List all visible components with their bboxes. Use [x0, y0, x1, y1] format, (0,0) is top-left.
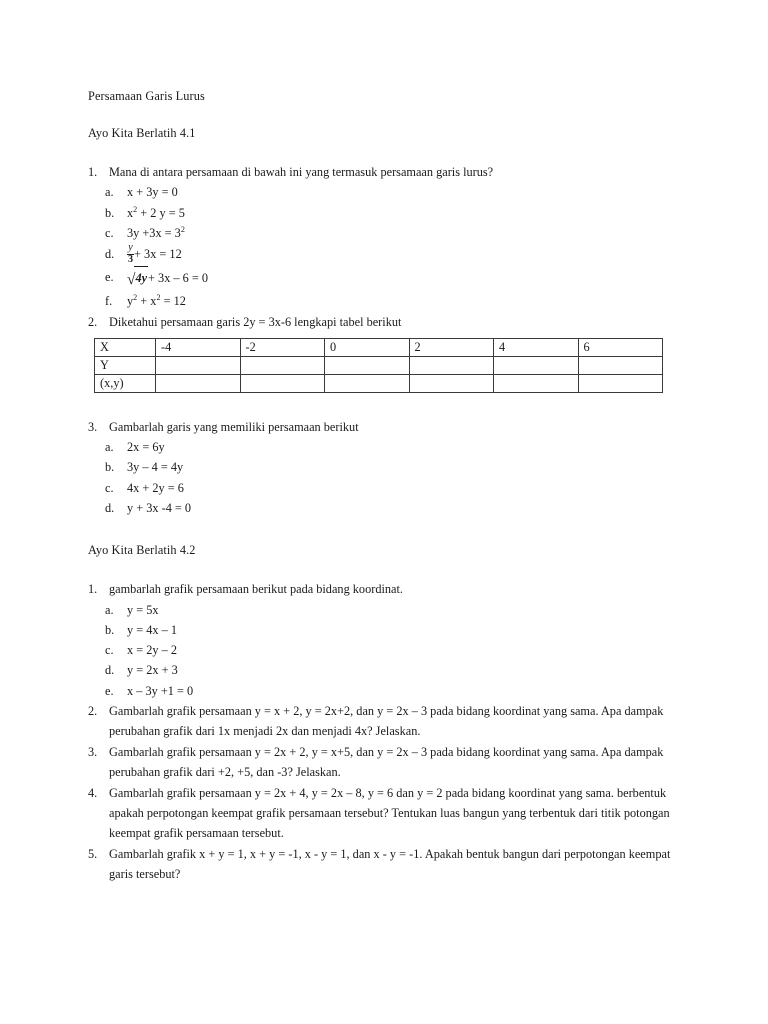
sub-item-letter: a. — [105, 602, 114, 617]
table-cell: Y — [95, 356, 156, 374]
radicand: 4y — [134, 266, 148, 290]
table-cell-blank[interactable] — [578, 374, 663, 392]
sub-item-equation: y + 3x -4 = 0 — [127, 500, 192, 515]
square-root-icon — [127, 266, 148, 291]
equation-rest: = 12 — [160, 293, 186, 308]
section-heading-2: Ayo Kita Berlatih 4.2 — [88, 543, 196, 558]
table-cell-blank[interactable] — [409, 374, 494, 392]
table-cell-blank[interactable] — [156, 356, 241, 374]
sub-item-letter: f. — [105, 293, 113, 308]
equation-rest: + 3x = 12 — [134, 247, 182, 262]
sub-item-letter: b. — [105, 622, 115, 637]
table-cell-blank[interactable] — [240, 356, 325, 374]
sub-item-letter: c. — [105, 643, 114, 658]
table-cell: -2 — [240, 338, 325, 356]
section-heading-1: Ayo Kita Berlatih 4.1 — [88, 126, 196, 140]
sub-item-equation: 2x = 6y — [127, 439, 165, 454]
sub-item — [88, 660, 682, 680]
question-text: Gambarlah garis yang memiliki persamaan berikut — [109, 419, 359, 434]
question-text: Gambarlah grafik persamaan y = 2x + 2, y = x+5, dan y = 2x – 3 pada bidang koordinat yang sama. Apa dampak perubahan grafik dari +2, +5, dan -3? Jelaskan. — [109, 744, 664, 780]
sub-item-letter: e. — [105, 683, 114, 698]
question-item — [88, 844, 682, 885]
question-item — [88, 417, 682, 437]
sub-item — [88, 600, 682, 620]
sub-item — [88, 681, 682, 701]
question-item — [88, 701, 682, 742]
sub-item-letter: e. — [105, 270, 114, 285]
question-number: 1. — [88, 165, 98, 179]
sub-item-letter: c. — [105, 480, 114, 495]
equation-mid: + x — [137, 293, 157, 308]
document-body — [88, 88, 682, 885]
fraction-denominator: 3 — [128, 253, 134, 265]
sub-list — [88, 437, 682, 518]
sub-item-letter: a. — [105, 185, 114, 200]
table-cell-blank[interactable] — [494, 356, 579, 374]
table-cell-blank[interactable] — [494, 374, 579, 392]
equation-base: 3y +3x = 3 — [127, 226, 181, 240]
question-item — [88, 312, 682, 332]
coordinate-table-wrapper — [94, 338, 682, 393]
sub-item-letter: c. — [105, 226, 114, 240]
table-cell-blank[interactable] — [409, 356, 494, 374]
table-row — [95, 374, 663, 392]
table-cell: (x,y) — [95, 374, 156, 392]
table-cell: 6 — [578, 338, 663, 356]
table-cell-blank[interactable] — [325, 356, 410, 374]
question-number: 3. — [88, 744, 98, 759]
question-number: 1. — [88, 582, 98, 597]
question-text: Diketahui persamaan garis 2y = 3x-6 lengkapi tabel berikut — [109, 315, 402, 330]
sub-item — [88, 243, 682, 266]
sub-item — [88, 478, 682, 498]
radical-sign: √ — [127, 270, 136, 288]
sub-item — [88, 620, 682, 640]
sub-item-equation — [127, 294, 186, 308]
question-text: gambarlah grafik persamaan berikut pada bidang koordinat. — [109, 582, 403, 597]
table-cell: -4 — [156, 338, 241, 356]
sub-item-letter: b. — [105, 460, 115, 475]
sub-item-equation: 4x + 2y = 6 — [127, 480, 184, 495]
table-cell-blank[interactable] — [156, 374, 241, 392]
sub-item-letter: b. — [105, 205, 115, 220]
sub-item-equation: 3y – 4 = 4y — [127, 460, 184, 475]
equation-exponent: 2 — [180, 224, 185, 234]
sub-item-equation — [127, 226, 185, 240]
fraction-numerator: y — [128, 242, 133, 254]
question-item — [88, 742, 682, 783]
table-cell-blank[interactable] — [325, 374, 410, 392]
question-list-1 — [88, 162, 682, 518]
question-text: Gambarlah grafik persamaan y = x + 2, y = 2x+2, dan y = 2x – 3 pada bidang koordinat yang sama. Apa dampak perubahan grafik dari 1x menjadi 2x dan menjadi 4x? Jelaskan. — [109, 704, 664, 739]
question-item — [88, 783, 682, 844]
sub-item-equation — [127, 206, 185, 220]
sub-item-equation: y = 4x – 1 — [127, 622, 177, 637]
sub-list — [88, 182, 682, 311]
sub-item-equation — [127, 270, 209, 288]
sub-item — [88, 266, 682, 291]
sub-item — [88, 437, 682, 457]
sub-item-equation — [127, 242, 182, 265]
table-cell-blank[interactable] — [578, 356, 663, 374]
document-title: Persamaan Garis Lurus — [88, 89, 205, 103]
equation-exponent: 2 — [133, 292, 138, 302]
sub-item — [88, 457, 682, 477]
sub-item-letter: d. — [105, 500, 115, 515]
sub-item — [88, 640, 682, 660]
fraction — [127, 243, 134, 265]
sub-item-equation: x – 3y +1 = 0 — [127, 683, 194, 698]
sub-item — [88, 498, 682, 518]
sub-item — [88, 203, 682, 223]
equation-rest: + 2 y = 5 — [140, 205, 185, 220]
question-text: Gambarlah grafik persamaan y = 2x + 4, y = 2x – 8, y = 6 dan y = 2 pada bidang koordinat yang sama. berbentuk apakah perpotongan keempat grafik persamaan tersebut? Tentukan luas bangun yang terbentuk dari titik potongan keempat grafik persamaan tersebut. — [109, 785, 670, 841]
equation-base: x — [127, 205, 134, 220]
question-item — [88, 162, 682, 182]
table-cell: 4 — [494, 338, 579, 356]
table-row — [95, 338, 663, 356]
table-cell: 0 — [325, 338, 410, 356]
sub-item-letter: a. — [105, 439, 114, 454]
sub-item-equation: x + 3y = 0 — [127, 185, 178, 200]
question-number: 5. — [88, 846, 98, 861]
table-cell: X — [95, 338, 156, 356]
question-item — [88, 579, 682, 599]
sub-item-equation: y = 2x + 3 — [127, 663, 178, 678]
sub-list — [88, 600, 682, 701]
table-cell-blank[interactable] — [240, 374, 325, 392]
table-row — [95, 356, 663, 374]
question-number: 4. — [88, 785, 98, 800]
sub-item — [88, 182, 682, 202]
sub-item-equation: y = 5x — [127, 602, 159, 617]
table-cell: 2 — [409, 338, 494, 356]
question-number: 3. — [88, 419, 98, 434]
sub-item — [88, 291, 682, 311]
question-number: 2. — [88, 704, 98, 719]
equation-base: y — [127, 293, 134, 308]
coordinate-table — [94, 338, 663, 393]
sub-item-equation: x = 2y – 2 — [127, 643, 177, 658]
question-text: Mana di antara persamaan di bawah ini yang termasuk persamaan garis lurus? — [109, 165, 494, 179]
sub-item — [88, 223, 682, 243]
equation-exponent: 2 — [133, 204, 138, 214]
question-text: Gambarlah grafik x + y = 1, x + y = -1, x - y = 1, dan x - y = -1. Apakah bentuk bangun dari perpotongan keempat garis tersebut? — [109, 846, 671, 882]
sub-item-letter: d. — [105, 247, 115, 262]
equation-exponent: 2 — [156, 292, 161, 302]
question-number: 2. — [88, 315, 98, 330]
sub-item-letter: d. — [105, 663, 115, 678]
equation-rest: + 3x – 6 = 0 — [148, 271, 209, 286]
question-list-2 — [88, 579, 682, 885]
